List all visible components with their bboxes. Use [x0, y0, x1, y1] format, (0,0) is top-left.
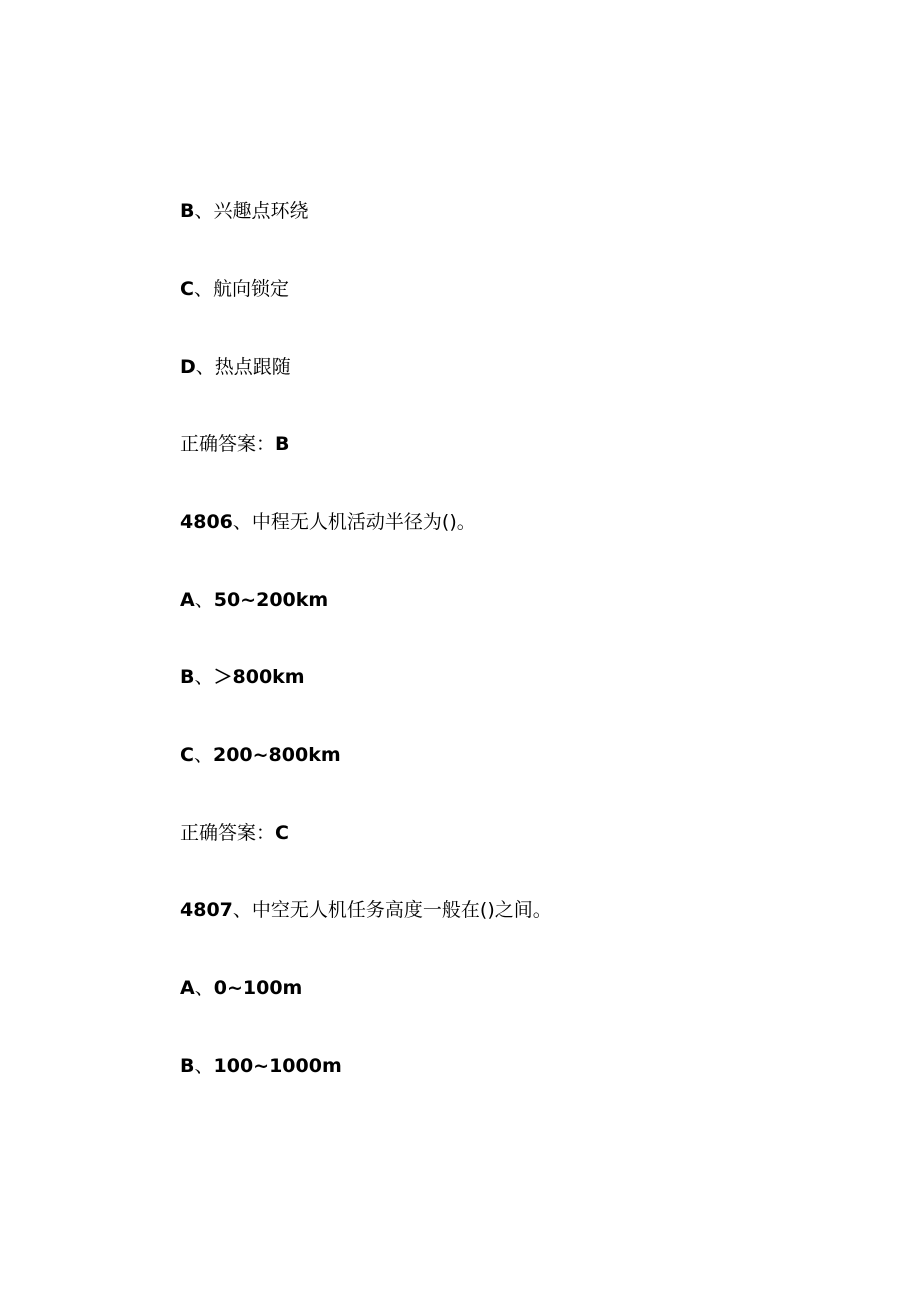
separator: 、	[194, 200, 214, 222]
option-text: 100~1000m	[213, 1055, 342, 1077]
question-4807	[180, 895, 552, 925]
option-letter: C	[180, 744, 194, 766]
separator: 、	[194, 977, 214, 999]
option-letter: D	[180, 356, 196, 378]
option-letter: C	[180, 278, 194, 300]
option-b-line	[180, 1051, 342, 1081]
option-text: 50~200km	[213, 589, 329, 611]
separator: 、	[232, 511, 252, 533]
option-a-line	[180, 585, 328, 615]
answer-value: C	[275, 822, 289, 844]
option-text: 热点跟随	[214, 356, 291, 378]
answer-line	[180, 818, 289, 848]
option-text: 200~800km	[212, 744, 341, 766]
question-4806	[180, 507, 476, 537]
option-letter: B	[180, 200, 195, 222]
option-d-line	[180, 352, 291, 382]
option-letter: B	[180, 666, 195, 688]
question-text: 中程无人机活动半径为()。	[251, 511, 476, 533]
option-a-line	[180, 973, 302, 1003]
option-b-line	[180, 196, 309, 226]
option-letter: A	[180, 977, 195, 999]
answer-line	[180, 429, 290, 459]
separator: 、	[194, 1055, 214, 1077]
separator: 、	[193, 744, 213, 766]
answer-value: B	[275, 433, 290, 455]
answer-label: 正确答案：	[180, 433, 276, 455]
separator: 、	[232, 899, 252, 921]
option-text: ＞800km	[213, 666, 305, 688]
question-number: 4807	[180, 899, 233, 921]
option-text: 航向锁定	[212, 278, 289, 300]
option-c-line	[180, 740, 341, 770]
separator: 、	[193, 278, 213, 300]
option-c-line	[180, 274, 289, 304]
separator: 、	[194, 589, 214, 611]
option-letter: A	[180, 589, 195, 611]
option-letter: B	[180, 1055, 195, 1077]
option-b-line	[180, 662, 305, 692]
option-text: 兴趣点环绕	[213, 200, 309, 222]
question-text: 中空无人机任务高度一般在()之间。	[251, 899, 552, 921]
separator: 、	[194, 666, 214, 688]
answer-label: 正确答案：	[180, 822, 276, 844]
option-text: 0~100m	[213, 977, 303, 999]
question-number: 4806	[180, 511, 233, 533]
separator: 、	[195, 356, 215, 378]
